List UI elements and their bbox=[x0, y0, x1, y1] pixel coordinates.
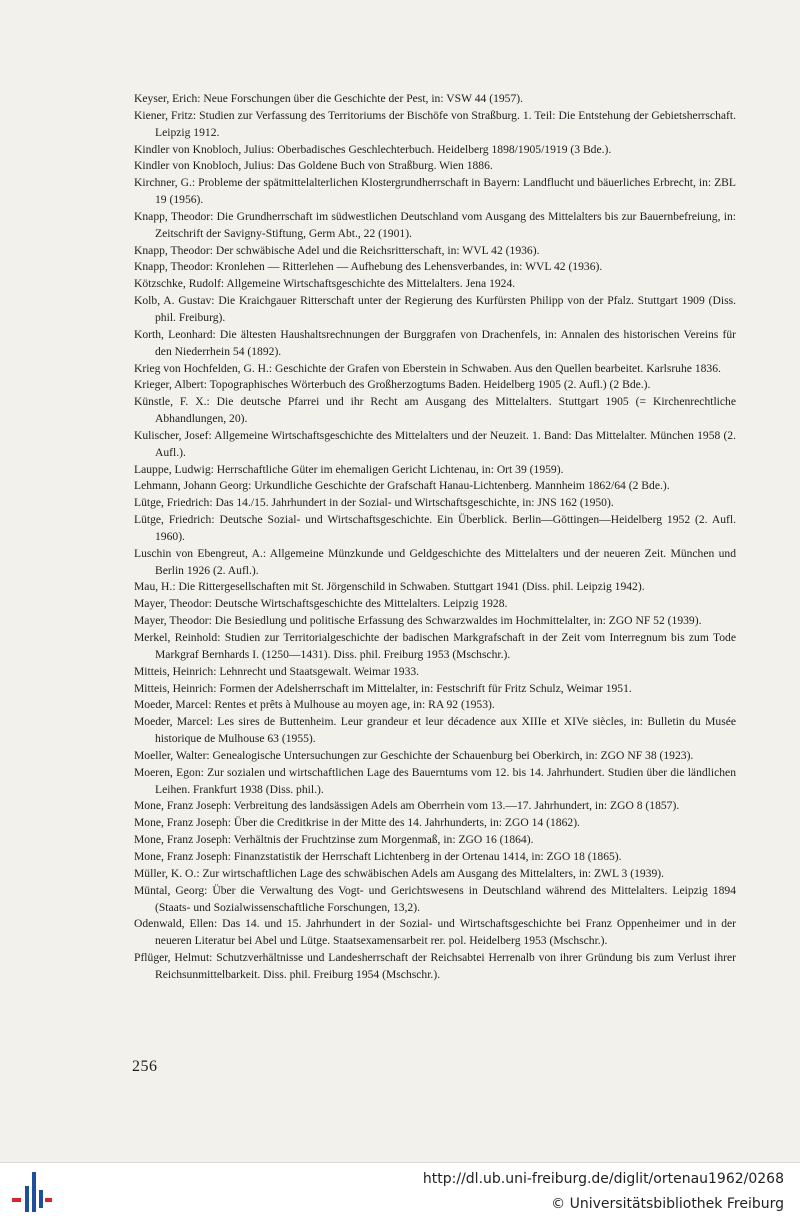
bibliography-entry: Kirchner, G.: Probleme der spätmittelalterlichen Klostergrundherrschaft in Bayern: Landflucht und bäuerliches Erbrecht, in: ZBL 19 (1956). bbox=[134, 176, 736, 207]
bibliography-entry: Lauppe, Ludwig: Herrschaftliche Güter im ehemaligen Gericht Lichtenau, in: Ort 39 (1959). bbox=[134, 462, 564, 476]
bibliography-entry: Knapp, Theodor: Die Grundherrschaft im südwestlichen Deutschland vom Ausgang des Mittelalters bis zur Bauernbefreiung, in: Zeitschrift der Savigny-Stiftung, Germ Abt., 22 (1901). bbox=[134, 209, 736, 240]
bibliography-entry: Müntal, Georg: Über die Verwaltung des Vogt- und Gerichtswesens in Deutschland während des Mittelalters. Leipzig 1894 (Staats- und Sozialwissenschaftliche Forschungen, 13,2). bbox=[134, 883, 736, 914]
bibliography-entry: Luschin von Ebengreut, A.: Allgemeine Münzkunde und Geldgeschichte des Mittelalters und der neueren Zeit. München und Berlin 1926 (2. Aufl.). bbox=[134, 546, 736, 577]
bibliography-entry: Mayer, Theodor: Deutsche Wirtschaftsgeschichte des Mittelalters. Leipzig 1928. bbox=[134, 597, 508, 611]
bibliography-entry: Kiener, Fritz: Studien zur Verfassung des Territoriums der Bischöfe von Straßburg. 1. Teil: Die Entstehung der Gebietsherrschaft. Leipzig 1912. bbox=[134, 108, 736, 139]
bibliography-entry: Müller, K. O.: Zur wirtschaftlichen Lage des schwäbischen Adels am Ausgang des Mittelalters, in: ZWL 3 (1939). bbox=[134, 866, 665, 880]
bibliography-entry: Moeder, Marcel: Les sires de Buttenheim. Leur grandeur et leur décadence aux XIIIe et XIVe siècles, in: Bulletin du Musée historique de Mulhouse 63 (1955). bbox=[134, 715, 736, 746]
bibliography-entry: Lütge, Friedrich: Das 14./15. Jahrhundert in der Sozial- und Wirtschaftsgeschichte, in: JNS 162 (1950). bbox=[134, 496, 614, 510]
bibliography-entry: Merkel, Reinhold: Studien zur Territorialgeschichte der badischen Markgrafschaft in der Zeit vom Interregnum bis zum Tode Markgraf Bernhards I. (1250—1431). Diss. phil. Freiburg 1953 (Mschschr.). bbox=[134, 631, 736, 661]
bibliography-list bbox=[134, 91, 736, 984]
bibliography-entry: Mitteis, Heinrich: Lehnrecht und Staatsgewalt. Weimar 1933. bbox=[134, 664, 420, 678]
copyright-notice: © Universitätsbibliothek Freiburg bbox=[551, 1196, 784, 1212]
viewer-footer bbox=[0, 1162, 800, 1221]
bibliography-entry: Odenwald, Ellen: Das 14. und 15. Jahrhundert in der Sozial- und Wirtschaftsgeschichte bei Franz Oppenheimer und in der neueren Literatur bei Abel und Lütge. Staatsexamensarbeit rer. pol. Heidelberg 1953 (Mschschr.). bbox=[134, 917, 736, 948]
bibliography-entry: Kindler von Knobloch, Julius: Oberbadisches Geschlechterbuch. Heidelberg 1898/1905/1919 (3 Bde.). bbox=[134, 142, 612, 156]
bibliography-entry: Knapp, Theodor: Kronlehen — Ritterlehen — Aufhebung des Lehensverbandes, in: WVL 42 (1936). bbox=[134, 260, 603, 274]
bibliography-entry: Mitteis, Heinrich: Formen der Adelsherrschaft im Mittelalter, in: Festschrift für Fritz Schulz, Weimar 1951. bbox=[134, 681, 632, 695]
bibliography-entry: Moeller, Walter: Genealogische Untersuchungen zur Geschichte der Schauenburg bei Oberkirch, in: ZGO NF 38 (1923). bbox=[134, 748, 694, 762]
bibliography-entry: Kolb, A. Gustav: Die Kraichgauer Ritterschaft unter der Regierung des Kurfürsten Philipp von der Pfalz. Stuttgart 1909 (Diss. phil. Freiburg). bbox=[134, 294, 736, 324]
bibliography-entry: Keyser, Erich: Neue Forschungen über die Geschichte der Pest, in: VSW 44 (1957). bbox=[134, 92, 524, 105]
ub-freiburg-logo-icon[interactable] bbox=[12, 1172, 52, 1212]
bibliography-entry: Mone, Franz Joseph: Verbreitung des landsässigen Adels am Oberrhein vom 13.—17. Jahrhundert, in: ZGO 8 (1857). bbox=[134, 799, 680, 813]
bibliography-entry: Mau, H.: Die Rittergesellschaften mit St. Jörgenschild in Schwaben. Stuttgart 1941 (Diss. phil. Leipzig 1942). bbox=[134, 580, 645, 594]
bibliography-entry: Krieger, Albert: Topographisches Wörterbuch des Großherzogtums Baden. Heidelberg 1905 (2. Aufl.) (2 Bde.). bbox=[134, 378, 651, 392]
bibliography-entry: Moeren, Egon: Zur sozialen und wirtschaftlichen Lage des Bauerntums vom 12. bis 14. Jahrhundert. Studien über die ländlichen Leihen. Frankfurt 1938 (Diss. phil.). bbox=[134, 765, 736, 796]
bibliography-entry: Mone, Franz Joseph: Finanzstatistik der Herrschaft Lichtenberg in der Ortenau 1414, in: ZGO 18 (1865). bbox=[134, 849, 622, 863]
bibliography-entry: Kindler von Knobloch, Julius: Das Goldene Buch von Straßburg. Wien 1886. bbox=[134, 159, 493, 173]
bibliography-entry: Mone, Franz Joseph: Verhältnis der Fruchtzinse zum Morgenmaß, in: ZGO 16 (1864). bbox=[134, 833, 534, 847]
bibliography-entry: Korth, Leonhard: Die ältesten Haushaltsrechnungen der Burggrafen von Drachenfels, in: Annalen des historischen Vereins für den Niederrhein 54 (1892). bbox=[134, 327, 736, 358]
bibliography-entry: Kulischer, Josef: Allgemeine Wirtschaftsgeschichte des Mittelalters und der Neuzeit. 1. Band: Das Mittelalter. München 1958 (2. Aufl.). bbox=[134, 428, 736, 459]
bibliography-entry: Kötzschke, Rudolf: Allgemeine Wirtschaftsgeschichte des Mittelalters. Jena 1924. bbox=[134, 277, 516, 291]
permalink-url[interactable]: http://dl.ub.uni-freiburg.de/diglit/ortenau1962/0268 bbox=[422, 1171, 784, 1187]
bibliography-entry: Lütge, Friedrich: Deutsche Sozial- und Wirtschaftsgeschichte. Ein Überblick. Berlin—Göttingen—Heidelberg 1952 (2. Aufl. 1960). bbox=[134, 513, 736, 543]
bibliography-entry: Mone, Franz Joseph: Über die Creditkrise in der Mitte des 14. Jahrhunderts, in: ZGO 14 (1862). bbox=[134, 816, 580, 830]
bibliography-entry: Mayer, Theodor: Die Besiedlung und politische Erfassung des Schwarzwaldes im Hochmittelalter, in: ZGO NF 52 (1939). bbox=[134, 614, 702, 628]
bibliography-entry: Künstle, F. X.: Die deutsche Pfarrei und ihr Recht am Ausgang des Mittelalters. Stuttgart 1905 (= Kirchenrechtliche Abhandlungen, 20). bbox=[134, 395, 736, 426]
bibliography-entry: Moeder, Marcel: Rentes et prêts à Mulhouse au moyen age, in: RA 92 (1953). bbox=[134, 698, 495, 712]
bibliography-entry: Lehmann, Johann Georg: Urkundliche Geschichte der Grafschaft Hanau-Lichtenberg. Mannheim 1862/64 (2 Bde.). bbox=[134, 479, 670, 493]
bibliography-entry: Knapp, Theodor: Der schwäbische Adel und die Reichsritterschaft, in: WVL 42 (1936). bbox=[134, 243, 540, 257]
page-number: 256 bbox=[132, 1058, 158, 1075]
bibliography-entry: Pflüger, Helmut: Schutzverhältnisse und Landesherrschaft der Reichsabtei Herrenalb von ihrer Gründung bis zum Verlust ihrer Reichsunmittelbarkeit. Diss. phil. Freiburg 1954 (Mschschr.). bbox=[134, 951, 736, 981]
bibliography-entry: Krieg von Hochfelden, G. H.: Geschichte der Grafen von Eberstein in Schwaben. Aus den Quellen bearbeitet. Karlsruhe 1836. bbox=[134, 361, 721, 375]
